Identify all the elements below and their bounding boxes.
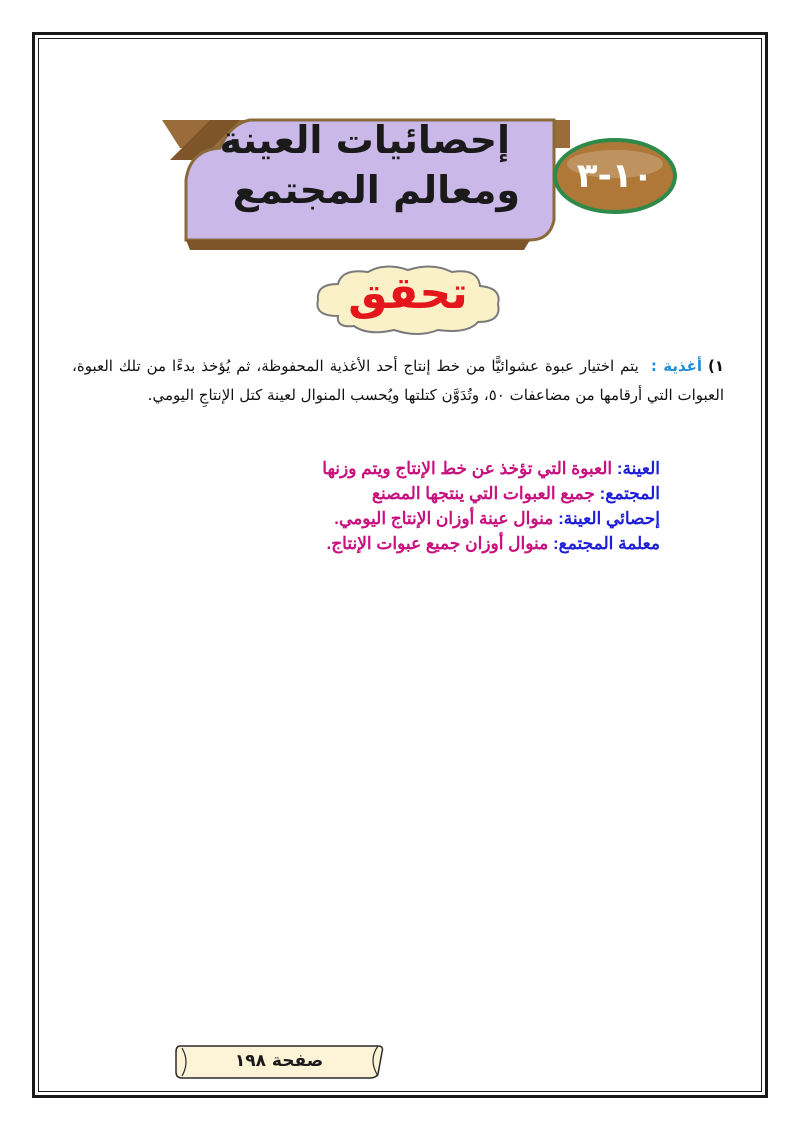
section-number: ١٠-٣	[576, 156, 654, 196]
answer-row-sample	[322, 456, 660, 481]
answer-key: معلمة المجتمع:	[553, 534, 660, 553]
title-line-1: إحصائيات العينة	[219, 118, 510, 162]
problem-statement	[72, 352, 724, 410]
problem-text: يتم اختيار عبوة عشوائيًّا من خط إنتاج أحد الأغذية المحفوظة، ثم يُؤخذ بدءًا من تلك العبوة، العبوات التي أرقامها من مضاعفات ٥٠، وتُدَوَّن كتلتها ويُحسب المنوال لعينة كتل الإنتاجِ اليومي.	[72, 357, 724, 404]
problem-number: ١)	[707, 357, 724, 375]
title-line-2: ومعالم المجتمع	[232, 168, 520, 212]
answer-value: العبوة التي تؤخذ عن خط الإنتاج ويتم وزنها	[322, 459, 613, 478]
answer-row-statistic	[322, 506, 660, 531]
problem-label: أغذية :	[650, 357, 702, 375]
answer-value: جميع العبوات التي ينتجها المصنع	[371, 484, 595, 503]
answers-block	[322, 456, 660, 556]
check-heading: تحقق	[348, 268, 468, 319]
answer-value: منوال عينة أوزان الإنتاج اليومي.	[334, 509, 554, 528]
answer-key: إحصائي العينة:	[558, 509, 660, 528]
answer-row-parameter	[322, 531, 660, 556]
answer-key: العينة:	[616, 459, 660, 478]
answer-key: المجتمع:	[599, 484, 660, 503]
page-number: صفحة ١٩٨	[234, 1051, 324, 1071]
banner-shadow	[186, 240, 530, 250]
answer-value: منوال أوزان جميع عبوات الإنتاج.	[326, 534, 549, 553]
answer-row-population	[322, 481, 660, 506]
